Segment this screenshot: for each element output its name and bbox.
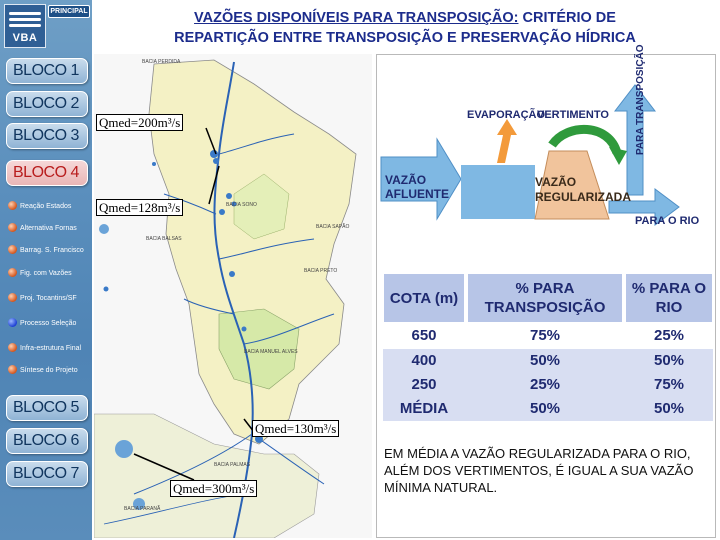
menu-item-sintese-do-projeto[interactable] — [8, 364, 92, 378]
bullet-icon — [8, 223, 17, 232]
bloco-7-button[interactable]: BLOCO 7 — [6, 461, 88, 487]
table-cell: MÉDIA — [399, 400, 449, 417]
label-vertimento: VERTIMENTO — [537, 109, 609, 121]
menu-item-label: Fig. com Vazões — [20, 270, 72, 277]
label-vazao-regularizada-1: VAZÃO — [535, 175, 577, 189]
vba-logo — [4, 4, 46, 48]
bloco-2-button[interactable]: BLOCO 2 — [6, 91, 88, 117]
menu-item-processo-selecao[interactable] — [8, 317, 92, 331]
bullet-icon — [8, 365, 17, 374]
menu-item-reacao-estados[interactable] — [8, 200, 92, 214]
map-label: BACIA SONO — [226, 202, 257, 208]
flow-label-128: Qmed=128m³/s — [96, 199, 183, 216]
table-cell: 75% — [529, 327, 561, 344]
table-cell: 50% — [653, 400, 685, 417]
menu-item-label: Infra-estrutura Final — [20, 345, 82, 352]
table-row — [383, 373, 713, 397]
reservoir-diagram-graphic — [377, 44, 717, 235]
logo-text: VBA — [12, 32, 38, 44]
table-header-transposicao: % PARA TRANSPOSIÇÃO — [467, 273, 623, 323]
label-para-o-rio: PARA O RIO — [635, 215, 700, 227]
table-cell: 400 — [411, 352, 437, 369]
sidebar — [0, 0, 92, 540]
flow-label-300: Qmed=300m³/s — [170, 480, 257, 497]
map-label: BACIA SAPÃO — [316, 224, 350, 230]
menu-item-label: Alternativa Fornas — [20, 225, 77, 232]
map-label: BACIA MANUEL ALVES — [244, 349, 298, 355]
menu-item-label: Processo Seleção — [20, 320, 77, 327]
menu-item-label: Síntese do Projeto — [20, 367, 78, 374]
bloco-3-button[interactable]: BLOCO 3 — [6, 123, 88, 149]
table-cell: 75% — [653, 376, 685, 393]
menu-item-alternativa-fornas[interactable] — [8, 222, 92, 236]
table-row — [383, 349, 713, 373]
bloco-4-button[interactable]: BLOCO 4 — [6, 160, 88, 186]
menu-item-proj-tocantins[interactable] — [8, 292, 92, 306]
title-line1-rest: CRITÉRIO DE — [518, 10, 616, 26]
map-label: BACIA BALSAS — [146, 236, 182, 242]
principal-button[interactable]: PRINCIPAL — [48, 5, 90, 18]
map-label: BACIA PARANÃ — [124, 506, 161, 512]
bloco-1-button[interactable]: BLOCO 1 — [6, 58, 88, 84]
table-header-rio: % PARA O RIO — [625, 273, 713, 323]
table-row — [383, 397, 713, 421]
table-cell: 250 — [411, 376, 437, 393]
repartition-table — [383, 273, 713, 423]
label-vazao-afluente-1: VAZÃO — [385, 173, 427, 187]
map-label: BACIA PALMAS — [214, 462, 251, 468]
label-evaporacao: EVAPORAÇÃO — [467, 109, 546, 121]
bullet-icon — [8, 318, 17, 327]
title-line2: REPARTIÇÃO ENTRE TRANSPOSIÇÃO E PRESERVAÇÃO HÍDRICA — [174, 30, 636, 46]
table-cell: 50% — [529, 400, 561, 417]
flow-label-130: Qmed=130m³/s — [252, 420, 339, 437]
bloco-6-button[interactable]: BLOCO 6 — [6, 428, 88, 454]
bloco-5-button[interactable]: BLOCO 5 — [6, 395, 88, 421]
menu-item-label: Barrag. S. Francisco — [20, 247, 84, 254]
label-para-transposicao: PARA TRANSPOSIÇÃO — [635, 44, 646, 155]
table-cell: 25% — [529, 376, 561, 393]
bullet-icon — [8, 268, 17, 277]
menu-item-infra-estrutura-final[interactable] — [8, 342, 92, 356]
reservoir-diagram — [377, 44, 717, 235]
menu-item-label: Reação Estados — [20, 203, 72, 210]
map-label: BACIA PERDIDA — [142, 59, 181, 65]
flow-label-200: Qmed=200m³/s — [96, 114, 183, 131]
label-vazao-regularizada-2: REGULARIZADA — [535, 190, 631, 204]
menu-item-fig-com-vazoes[interactable] — [8, 267, 92, 281]
menu-item-barrag-s-francisco[interactable] — [8, 244, 92, 258]
map-label: BACIA PRETO — [304, 268, 338, 274]
table-cell: 25% — [653, 327, 685, 344]
page-title — [100, 8, 710, 48]
menu-item-label: Proj. Tocantins/SF — [20, 295, 77, 302]
bullet-icon — [8, 201, 17, 210]
table-header-cota: COTA (m) — [383, 273, 465, 323]
table-cell: 50% — [529, 352, 561, 369]
label-vazao-afluente-2: AFLUENTE — [385, 187, 449, 201]
basin-map — [94, 54, 372, 538]
table-row — [383, 324, 713, 348]
bullet-icon — [8, 293, 17, 302]
explanatory-note: EM MÉDIA A VAZÃO REGULARIZADA PARA O RIO, ALÉM DOS VERTIMENTOS, É IGUAL A SUA VAZÃO MÍNIMA NATURAL. — [384, 446, 694, 495]
bullet-icon — [8, 343, 17, 352]
table-cell: 50% — [653, 352, 685, 369]
bullet-icon — [8, 245, 17, 254]
title-line1-underlined: VAZÕES DISPONÍVEIS PARA TRANSPOSIÇÃO: — [194, 10, 519, 26]
table-cell: 650 — [411, 327, 437, 344]
